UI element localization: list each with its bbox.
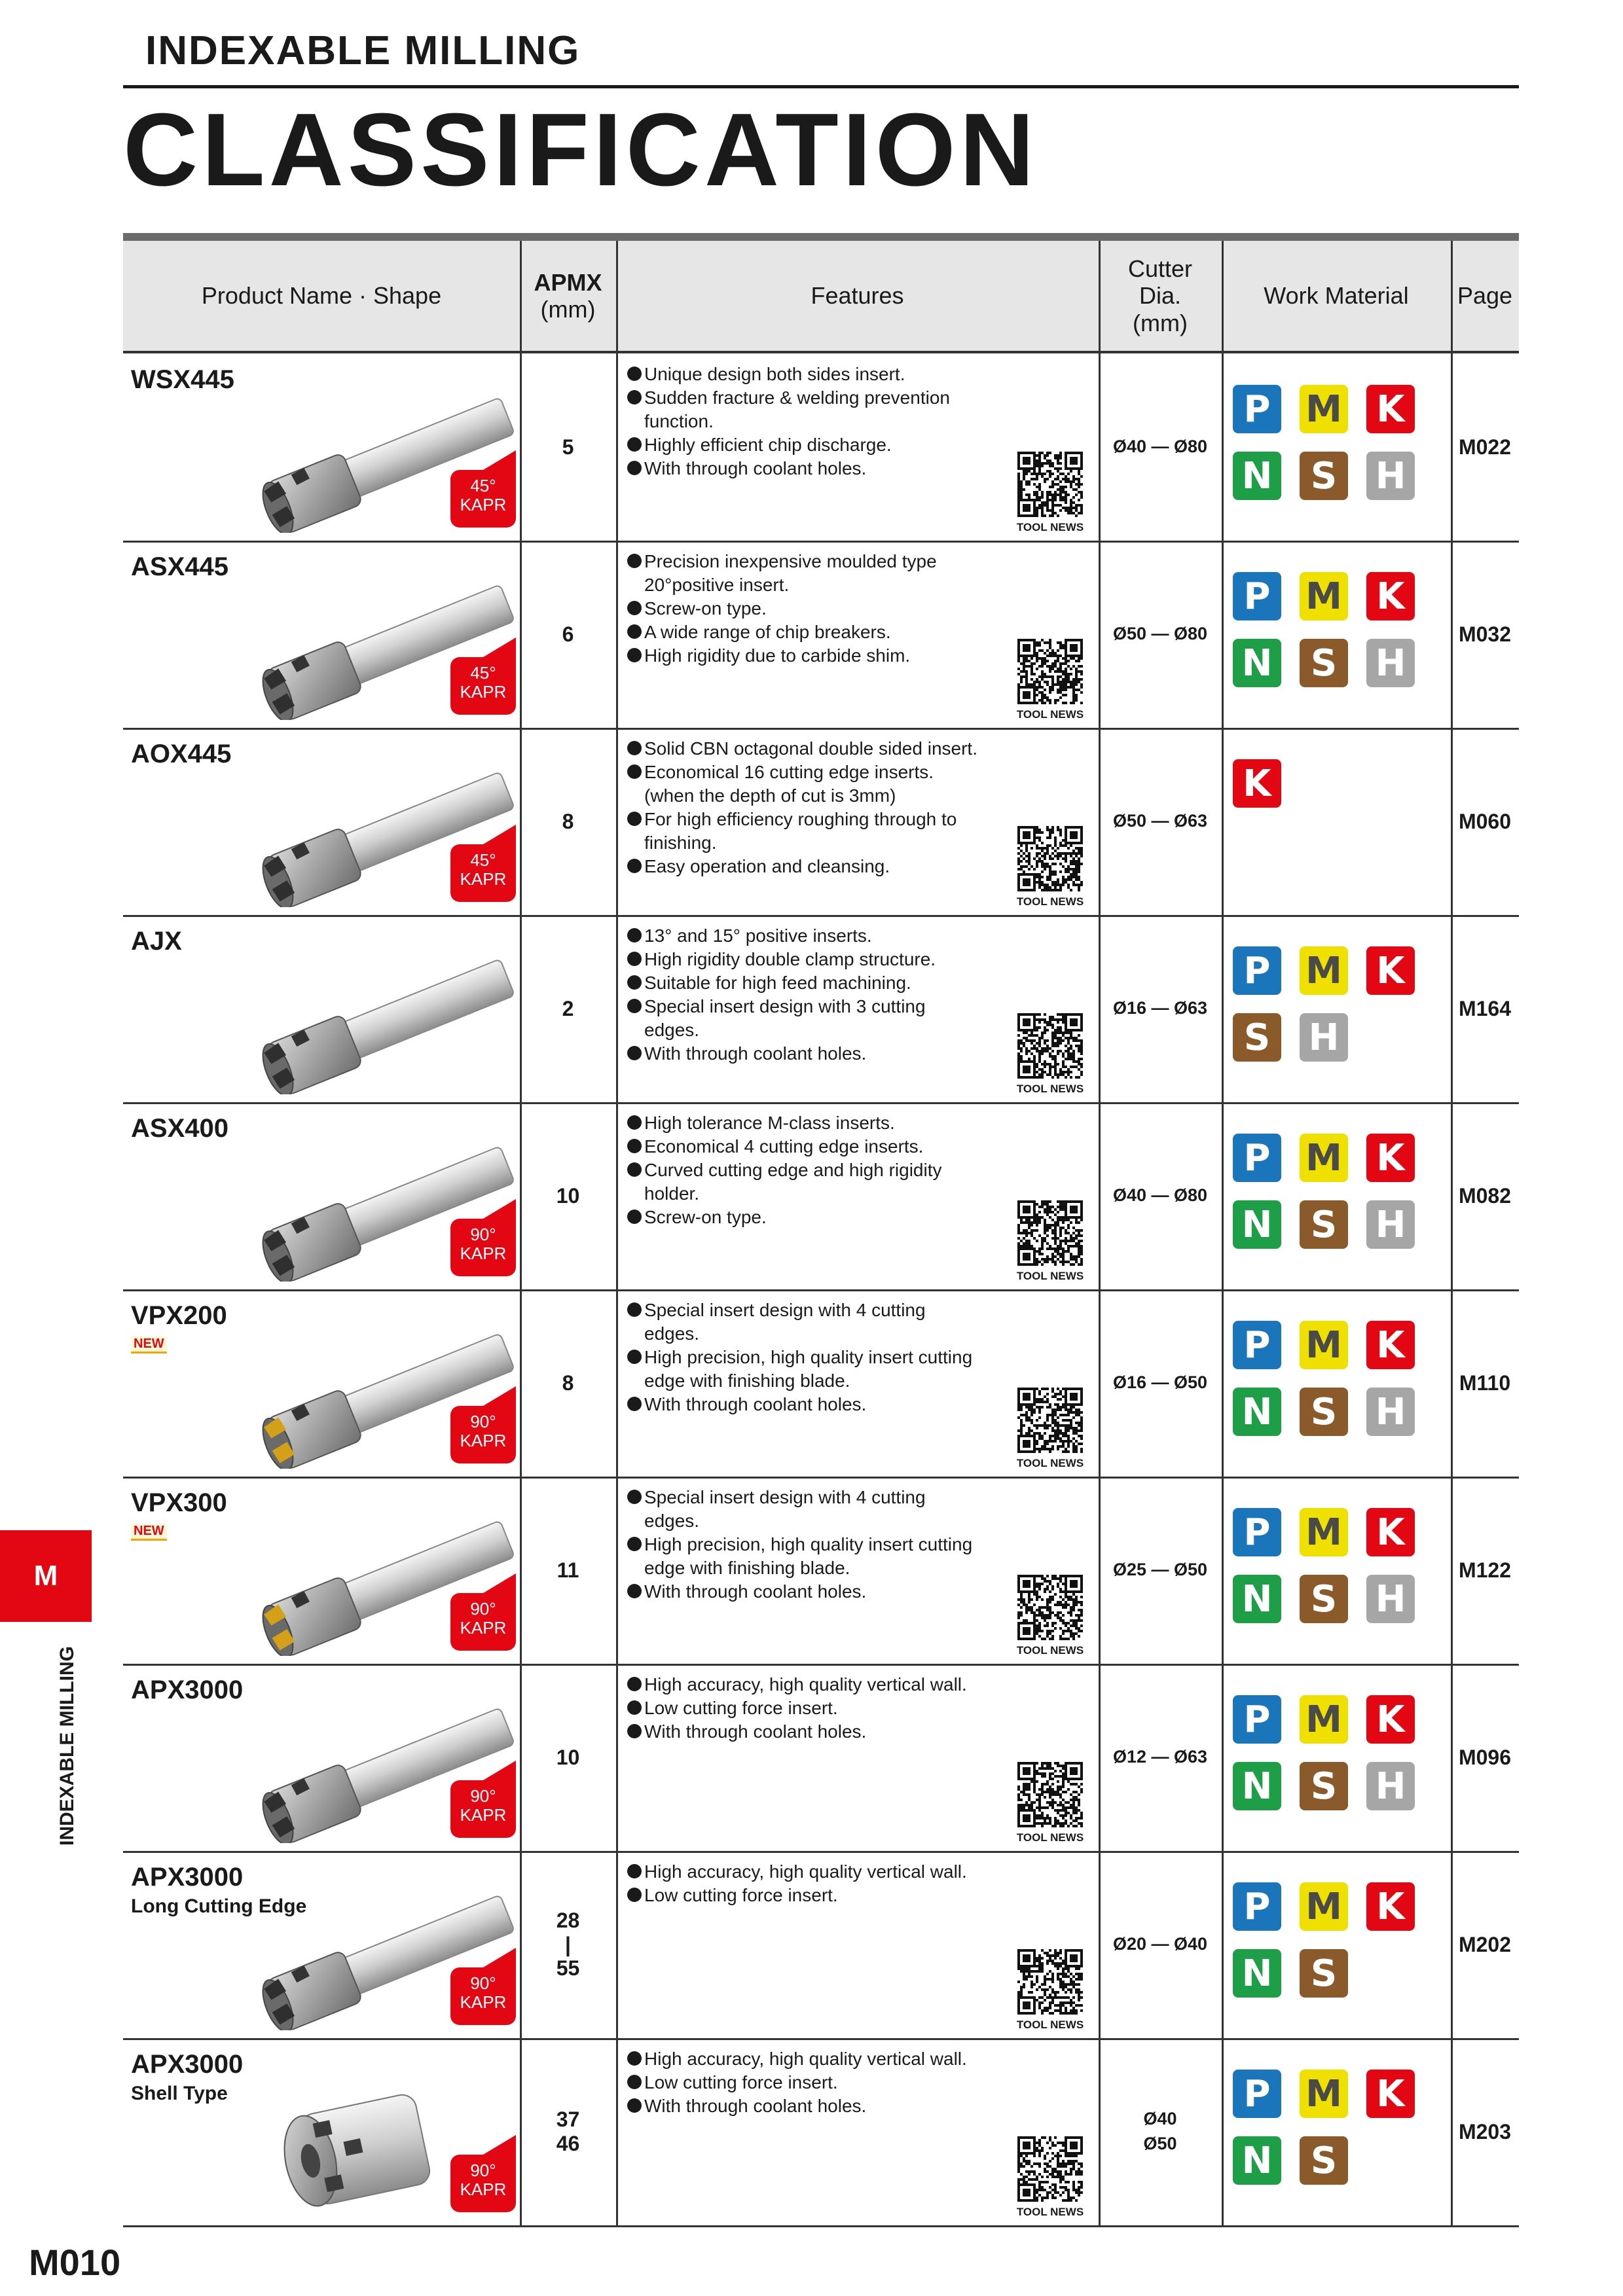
- apmx-value: [520, 1289, 616, 1477]
- material-badge-h: H: [1366, 639, 1415, 687]
- material-badge-k: K: [1233, 759, 1281, 808]
- kapr-badge: [450, 844, 516, 902]
- page-number: M010: [29, 2242, 121, 2283]
- material-badge-m: M: [1300, 1695, 1348, 1744]
- work-material-group: [1233, 2070, 1442, 2200]
- kapr-badge: [450, 1967, 516, 2025]
- kapr-badge: [450, 2155, 516, 2212]
- qr-code[interactable]: [1017, 639, 1083, 704]
- feature-item: 13° and 15° positive inserts.: [627, 924, 981, 948]
- kapr-angle: 90°: [470, 1599, 496, 1619]
- material-badge-s: S: [1233, 1013, 1281, 1062]
- product-name: APX3000: [131, 2050, 244, 2079]
- feature-list: [627, 924, 981, 1066]
- qr-label: TOOL NEWS: [1016, 1083, 1084, 1095]
- feature-list: [627, 550, 981, 668]
- feature-item: High precision, high quality insert cutting edge with finishing blade.: [627, 1533, 981, 1580]
- qr-code[interactable]: [1017, 1949, 1083, 2015]
- qr-label: TOOL NEWS: [1016, 1457, 1084, 1469]
- feature-item: Special insert design with 3 cutting edges.: [627, 995, 981, 1042]
- material-badge-m: M: [1300, 572, 1348, 620]
- column-divider: [520, 241, 522, 2225]
- apmx-value: [520, 915, 616, 1102]
- col-apmx: [520, 241, 616, 351]
- apmx-value: [520, 1102, 616, 1289]
- col-features: [616, 241, 1099, 351]
- kapr-angle: 45°: [470, 476, 496, 495]
- col-features-label: Features: [811, 282, 904, 310]
- material-badge-m: M: [1300, 385, 1348, 433]
- kapr-angle: 90°: [470, 2161, 496, 2180]
- cutter-diameter: [1099, 1851, 1222, 2038]
- qr-label: TOOL NEWS: [1016, 1644, 1084, 1657]
- feature-item: Economical 16 cutting edge inserts. (when the depth of cut is 3mm): [627, 761, 981, 808]
- material-badge-k: K: [1366, 1695, 1415, 1744]
- feature-item: With through coolant holes.: [627, 2094, 981, 2118]
- col-cutter-unit: (mm): [1133, 309, 1188, 336]
- qr-label: TOOL NEWS: [1016, 708, 1084, 721]
- qr-code[interactable]: [1017, 1013, 1083, 1079]
- kapr-label: KAPR: [460, 1430, 507, 1450]
- kapr-angle: 90°: [470, 1786, 496, 1806]
- page-reference-text: M202: [1458, 1932, 1512, 1956]
- product-subtitle: Shell Type: [131, 2083, 228, 2104]
- material-badge-h: H: [1300, 1013, 1348, 1062]
- col-apmx-unit: (mm): [540, 296, 596, 323]
- apmx-text: 10: [556, 1183, 580, 1208]
- material-badge-p: P: [1233, 385, 1281, 433]
- material-badge-h: H: [1366, 1575, 1415, 1623]
- feature-item: High tolerance M-class inserts.: [627, 1111, 981, 1135]
- side-tab[interactable]: [0, 1530, 92, 1622]
- feature-item: Low cutting force insert.: [627, 1884, 981, 1907]
- feature-item: High precision, high quality insert cutting edge with finishing blade.: [627, 1346, 981, 1393]
- product-name: WSX445: [131, 365, 234, 394]
- cutter-diameter: [1099, 915, 1222, 1102]
- qr-code[interactable]: [1017, 1388, 1083, 1453]
- feature-item: High accuracy, high quality vertical wall.: [627, 1860, 981, 1884]
- feature-item: Curved cutting edge and high rigidity holder.: [627, 1158, 981, 1206]
- table-row: [123, 728, 1519, 917]
- qr-label: TOOL NEWS: [1016, 895, 1084, 908]
- material-badge-n: N: [1233, 1200, 1281, 1249]
- kapr-label: KAPR: [460, 1992, 507, 2012]
- apmx-value: [520, 541, 616, 728]
- apmx-text: 37 46: [556, 2108, 580, 2155]
- work-material-group: [1233, 1508, 1442, 1639]
- feature-list: [627, 363, 981, 480]
- side-tab-label: M: [33, 1560, 58, 1592]
- material-badge-n: N: [1233, 1575, 1281, 1623]
- product-name: APX3000: [131, 1676, 244, 1704]
- kapr-angle: 90°: [470, 1225, 496, 1244]
- table-row: [123, 1851, 1519, 2040]
- page-reference-text: M060: [1458, 809, 1512, 833]
- column-divider: [1451, 241, 1453, 2225]
- qr-label: TOOL NEWS: [1016, 1831, 1084, 1844]
- work-material-group: [1233, 759, 1442, 890]
- table-row: [123, 915, 1519, 1104]
- apmx-value: [520, 728, 616, 915]
- kapr-badge: [450, 1593, 516, 1651]
- col-product: [123, 241, 520, 351]
- feature-list: [627, 1673, 981, 1744]
- material-badge-n: N: [1233, 2136, 1281, 2185]
- work-material-group: [1233, 385, 1442, 516]
- work-material-group: [1233, 1882, 1442, 2013]
- feature-list: [627, 1860, 981, 1907]
- product-name: APX3000: [131, 1863, 244, 1892]
- page-reference-text: M032: [1458, 622, 1512, 646]
- qr-label: TOOL NEWS: [1016, 521, 1084, 533]
- page-reference[interactable]: [1451, 541, 1519, 728]
- material-badge-s: S: [1300, 1200, 1348, 1249]
- feature-item: Low cutting force insert.: [627, 1696, 981, 1720]
- material-badge-p: P: [1233, 1134, 1281, 1182]
- material-badge-h: H: [1366, 1200, 1415, 1249]
- feature-item: Screw-on type.: [627, 1206, 981, 1229]
- kapr-label: KAPR: [460, 681, 507, 702]
- section-title: INDEXABLE MILLING: [145, 28, 581, 73]
- cutter-diameter: [1099, 353, 1222, 541]
- feature-item: Low cutting force insert.: [627, 2071, 981, 2094]
- cutter-diameter: [1099, 1289, 1222, 1477]
- material-badge-n: N: [1233, 1762, 1281, 1810]
- feature-item: A wide range of chip breakers.: [627, 620, 981, 644]
- feature-list: [627, 1486, 981, 1604]
- work-material-group: [1233, 1321, 1442, 1452]
- kapr-label: KAPR: [460, 1804, 507, 1825]
- kapr-angle: 90°: [470, 1412, 496, 1431]
- material-badge-m: M: [1300, 946, 1348, 995]
- cutter-diameter-text: Ø16 — Ø50: [1112, 1372, 1208, 1393]
- apmx-value: [520, 2038, 616, 2225]
- feature-item: For high efficiency roughing through to finishing.: [627, 808, 981, 855]
- feature-item: With through coolant holes.: [627, 1393, 981, 1416]
- material-badge-s: S: [1300, 1388, 1348, 1436]
- cutter-diameter: [1099, 728, 1222, 915]
- cutter-diameter-text: Ø40 — Ø80: [1112, 1185, 1208, 1206]
- qr-code[interactable]: [1017, 826, 1083, 891]
- cutter-diameter-text: Ø16 — Ø63: [1112, 998, 1208, 1018]
- kapr-angle: 90°: [470, 1973, 496, 1993]
- column-divider: [1222, 241, 1224, 2225]
- product-name: ASX400: [131, 1114, 228, 1143]
- column-divider: [1099, 241, 1101, 2225]
- feature-item: Solid CBN octagonal double sided insert.: [627, 737, 981, 761]
- material-badge-s: S: [1300, 1949, 1348, 1998]
- feature-item: Suitable for high feed machining.: [627, 971, 981, 995]
- col-apmx-label: APMX: [534, 268, 602, 296]
- material-badge-k: K: [1366, 2070, 1415, 2118]
- apmx-value: [520, 1477, 616, 1664]
- table-row: [123, 541, 1519, 730]
- col-product-label: Product Name · Shape: [201, 282, 442, 310]
- material-badge-p: P: [1233, 1695, 1281, 1744]
- cutter-diameter-text: Ø50 — Ø63: [1112, 811, 1208, 831]
- material-badge-s: S: [1300, 1762, 1348, 1810]
- page-reference-text: M122: [1458, 1558, 1512, 1582]
- kapr-label: KAPR: [460, 1617, 507, 1638]
- kapr-badge: [450, 1219, 516, 1276]
- material-badge-k: K: [1366, 946, 1415, 995]
- col-cutter: [1099, 241, 1222, 351]
- material-badge-n: N: [1233, 1949, 1281, 1998]
- feature-item: Precision inexpensive moulded type 20°positive insert.: [627, 550, 981, 597]
- kapr-angle: 45°: [470, 663, 496, 683]
- material-badge-h: H: [1366, 452, 1415, 500]
- feature-item: Unique design both sides insert.: [627, 363, 981, 386]
- feature-item: With through coolant holes.: [627, 1580, 981, 1604]
- qr-code[interactable]: [1017, 2136, 1083, 2202]
- table-top-bar: [123, 233, 1519, 241]
- apmx-value: [520, 1851, 616, 2038]
- kapr-label: KAPR: [460, 494, 507, 514]
- feature-list: [627, 2047, 981, 2118]
- cutter-diameter-text: Ø50 — Ø80: [1112, 624, 1208, 644]
- page-reference[interactable]: [1451, 2038, 1519, 2225]
- apmx-text: 8: [562, 809, 574, 833]
- material-badge-n: N: [1233, 452, 1281, 500]
- feature-item: High accuracy, high quality vertical wall.: [627, 2047, 981, 2071]
- feature-item: Screw-on type.: [627, 597, 981, 620]
- qr-code[interactable]: [1017, 452, 1083, 517]
- kapr-label: KAPR: [460, 1243, 507, 1263]
- col-cutter-label-1: Cutter: [1127, 255, 1193, 282]
- product-name: AJX: [131, 927, 182, 956]
- kapr-badge: [450, 470, 516, 528]
- feature-item: High accuracy, high quality vertical wall.: [627, 1673, 981, 1696]
- feature-item: Highly efficient chip discharge.: [627, 433, 981, 457]
- feature-item: Economical 4 cutting edge inserts.: [627, 1135, 981, 1158]
- new-badge: NEW: [131, 1336, 167, 1354]
- table-row: [123, 353, 1519, 543]
- product-name: AOX445: [131, 740, 232, 768]
- kapr-badge: [450, 1780, 516, 1838]
- kapr-angle: 45°: [470, 850, 496, 870]
- material-badge-m: M: [1300, 1134, 1348, 1182]
- apmx-text: 11: [556, 1558, 579, 1582]
- page-reference[interactable]: [1451, 728, 1519, 915]
- feature-item: With through coolant holes.: [627, 1720, 981, 1744]
- product-name: VPX300: [131, 1488, 227, 1517]
- table-row: [123, 1477, 1519, 1666]
- feature-item: With through coolant holes.: [627, 457, 981, 480]
- page-reference[interactable]: [1451, 1851, 1519, 2038]
- apmx-value: [520, 1664, 616, 1851]
- material-badge-s: S: [1300, 639, 1348, 687]
- material-badge-k: K: [1366, 385, 1415, 433]
- material-badge-m: M: [1300, 2070, 1348, 2118]
- cutter-diameter: [1099, 1102, 1222, 1289]
- kapr-badge: [450, 657, 516, 715]
- material-badge-k: K: [1366, 1321, 1415, 1369]
- material-badge-m: M: [1300, 1882, 1348, 1931]
- work-material-group: [1233, 572, 1442, 703]
- material-badge-p: P: [1233, 1508, 1281, 1556]
- material-badge-m: M: [1300, 1321, 1348, 1369]
- cutter-diameter: [1099, 1477, 1222, 1664]
- material-badge-s: S: [1300, 452, 1348, 500]
- feature-item: With through coolant holes.: [627, 1042, 981, 1066]
- material-badge-s: S: [1300, 1575, 1348, 1623]
- material-badge-m: M: [1300, 1508, 1348, 1556]
- table-row: [123, 1289, 1519, 1479]
- material-badge-p: P: [1233, 572, 1281, 620]
- qr-code[interactable]: [1017, 1200, 1083, 1266]
- apmx-text: 5: [562, 435, 574, 459]
- table-row: [123, 2038, 1519, 2227]
- work-material-group: [1233, 1134, 1442, 1265]
- material-badge-k: K: [1366, 1134, 1415, 1182]
- qr-label: TOOL NEWS: [1016, 2206, 1084, 2218]
- page-reference-text: M096: [1458, 1745, 1512, 1769]
- apmx-text: 8: [562, 1371, 574, 1395]
- cutter-diameter-text: Ø12 — Ø63: [1112, 1747, 1208, 1767]
- page-reference-text: M164: [1458, 996, 1512, 1020]
- apmx-text: 10: [556, 1745, 580, 1769]
- material-badge-n: N: [1233, 1388, 1281, 1436]
- material-badge-k: K: [1366, 1508, 1415, 1556]
- material-badge-p: P: [1233, 2070, 1281, 2118]
- product-name: VPX200: [131, 1301, 227, 1330]
- material-badge-s: S: [1300, 2136, 1348, 2185]
- apmx-value: [520, 353, 616, 541]
- cutter-diameter-text: Ø40 Ø50: [1143, 2109, 1177, 2153]
- material-badge-k: K: [1366, 1882, 1415, 1931]
- work-material-group: [1233, 946, 1442, 1077]
- cutter-diameter-text: Ø40 — Ø80: [1112, 437, 1208, 457]
- page-reference[interactable]: [1451, 1664, 1519, 1851]
- feature-item: Special insert design with 4 cutting edges.: [627, 1486, 981, 1533]
- page-reference[interactable]: [1451, 1477, 1519, 1664]
- col-page-label: Page: [1457, 282, 1513, 310]
- column-divider: [616, 241, 618, 2225]
- qr-label: TOOL NEWS: [1016, 1270, 1084, 1282]
- material-badge-n: N: [1233, 639, 1281, 687]
- material-badge-h: H: [1366, 1762, 1415, 1810]
- table-row: [123, 1664, 1519, 1853]
- feature-item: High rigidity double clamp structure.: [627, 948, 981, 971]
- col-page: [1451, 241, 1519, 351]
- page-reference[interactable]: [1451, 1102, 1519, 1289]
- table-header: [123, 241, 1519, 353]
- product-name: ASX445: [131, 552, 228, 581]
- new-badge: NEW: [131, 1524, 167, 1541]
- page-reference[interactable]: [1451, 353, 1519, 541]
- qr-label: TOOL NEWS: [1016, 2018, 1084, 2031]
- page-reference[interactable]: [1451, 1289, 1519, 1477]
- feature-item: Sudden fracture & welding prevention function.: [627, 386, 981, 433]
- page-reference-text: M022: [1458, 435, 1512, 459]
- kapr-label: KAPR: [460, 869, 507, 889]
- page-reference[interactable]: [1451, 915, 1519, 1102]
- feature-item: Easy operation and cleansing.: [627, 855, 981, 878]
- feature-list: [627, 737, 981, 878]
- apmx-text: 28 | 55: [556, 1908, 580, 1981]
- page-reference-text: M203: [1458, 2119, 1512, 2144]
- side-label: INDEXABLE MILLING: [56, 1646, 78, 1846]
- header-rule: [123, 85, 1519, 88]
- table-row: [123, 1102, 1519, 1291]
- page-title: CLASSIFICATION: [123, 92, 1038, 207]
- cutter-image: [221, 957, 529, 1094]
- col-cutter-label-2: Dia.: [1139, 282, 1182, 310]
- qr-code[interactable]: [1017, 1762, 1083, 1827]
- page-reference-text: M110: [1459, 1371, 1511, 1395]
- page-reference-text: M082: [1458, 1183, 1512, 1208]
- material-badge-p: P: [1233, 946, 1281, 995]
- feature-list: [627, 1111, 981, 1229]
- cutter-diameter: [1099, 541, 1222, 728]
- feature-list: [627, 1299, 981, 1416]
- kapr-badge: [450, 1406, 516, 1463]
- material-badge-h: H: [1366, 1388, 1415, 1436]
- cutter-diameter-text: Ø20 — Ø40: [1112, 1934, 1208, 1954]
- apmx-text: 2: [562, 996, 574, 1020]
- col-material: [1222, 241, 1451, 351]
- cutter-diameter-text: Ø25 — Ø50: [1112, 1560, 1208, 1580]
- qr-code[interactable]: [1017, 1575, 1083, 1640]
- feature-item: High rigidity due to carbide shim.: [627, 644, 981, 668]
- material-badge-p: P: [1233, 1882, 1281, 1931]
- feature-item: Special insert design with 4 cutting edges.: [627, 1299, 981, 1346]
- material-badge-p: P: [1233, 1321, 1281, 1369]
- col-material-label: Work Material: [1264, 282, 1409, 310]
- product-subtitle: Long Cutting Edge: [131, 1895, 307, 1917]
- cutter-diameter: [1099, 2038, 1222, 2225]
- cutter-diameter: [1099, 1664, 1222, 1851]
- material-badge-k: K: [1366, 572, 1415, 620]
- apmx-text: 6: [562, 622, 574, 646]
- work-material-group: [1233, 1695, 1442, 1826]
- kapr-label: KAPR: [460, 2179, 507, 2199]
